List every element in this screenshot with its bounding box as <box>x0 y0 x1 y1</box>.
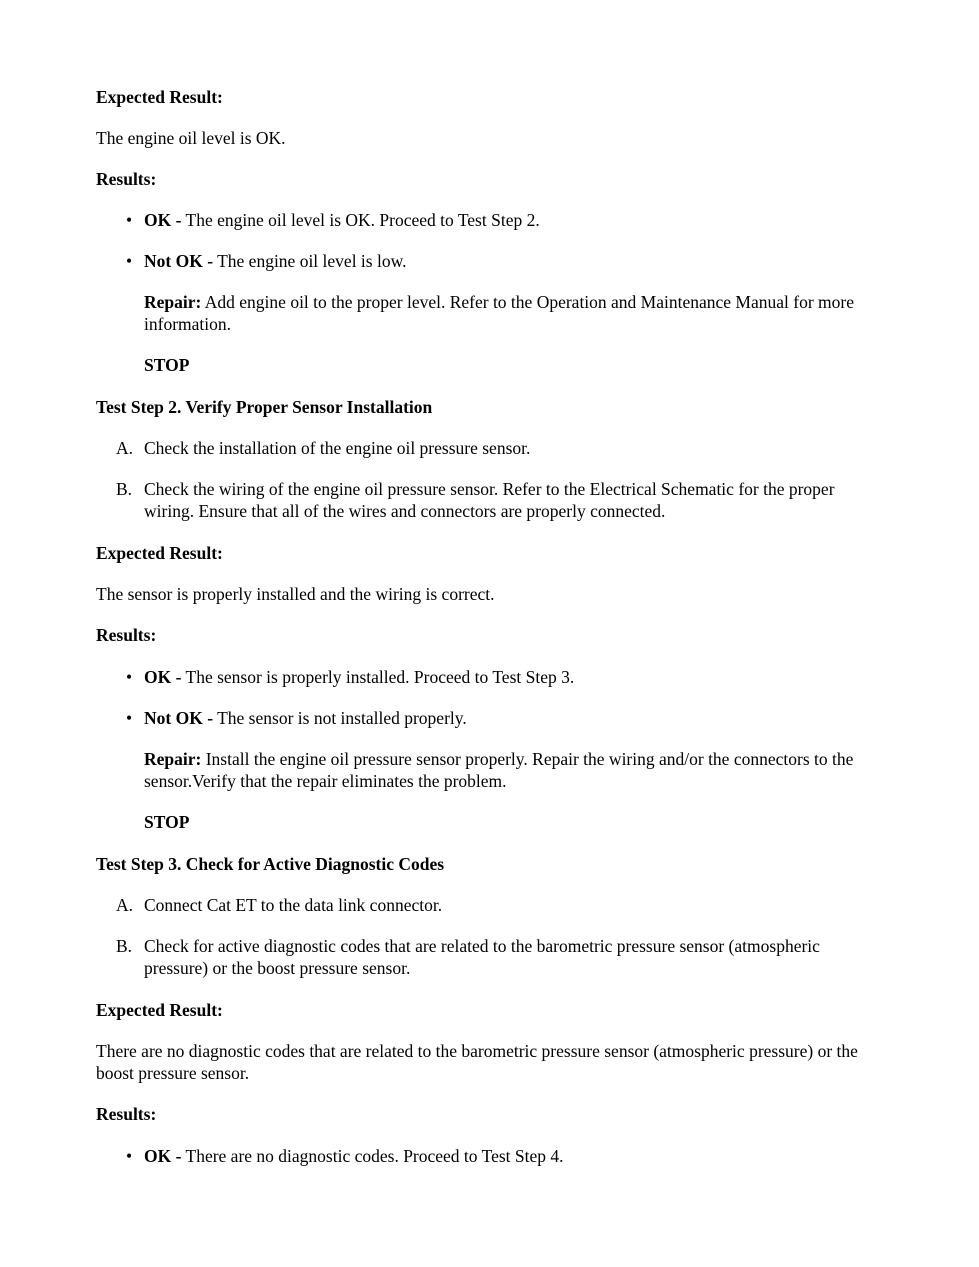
results-heading: Results: <box>96 1104 157 1124</box>
step-text: Check the wiring of the engine oil pressure sensor. Refer to the Electrical Schematic for the proper wiring. Ensure that all of the wires and connectors are properly connected. <box>144 479 835 521</box>
step-2-item-a <box>96 437 886 459</box>
repair-note <box>96 291 886 335</box>
ok-text: The sensor is properly installed. Proceed to Test Step 3. <box>185 667 575 687</box>
not-ok-label: Not OK - <box>144 708 214 728</box>
expected-result-heading: Expected Result: <box>96 543 223 563</box>
bullet-icon: • <box>126 708 133 728</box>
bullet-icon: • <box>126 251 133 271</box>
results-heading: Results: <box>96 625 157 645</box>
expected-result-heading: Expected Result: <box>96 1000 223 1020</box>
results-heading: Results: <box>96 169 157 189</box>
ok-text: The engine oil level is OK. Proceed to Test Step 2. <box>185 210 540 230</box>
stop-label: STOP <box>144 812 190 832</box>
repair-label: Repair: <box>144 749 202 769</box>
expected-result-text: The sensor is properly installed and the wiring is correct. <box>96 584 495 604</box>
repair-note <box>96 748 886 792</box>
step-text: Check for active diagnostic codes that are related to the barometric pressure sensor (atmospheric pressure) or the boost pressure sensor. <box>144 936 820 978</box>
ok-label: OK - <box>144 667 182 687</box>
step-letter: A. <box>116 438 134 458</box>
bullet-icon: • <box>126 210 133 230</box>
step-2-item-b <box>96 478 886 522</box>
expected-result-text: The engine oil level is OK. <box>96 128 286 148</box>
stop-note <box>96 354 886 376</box>
ok-label: OK - <box>144 210 182 230</box>
stop-note <box>96 811 886 833</box>
result-ok-item <box>96 666 886 688</box>
test-step-3-heading: Test Step 3. Check for Active Diagnostic Codes <box>96 854 445 874</box>
bullet-icon: • <box>126 667 133 687</box>
result-ok-item <box>96 209 886 231</box>
result-ok-item <box>96 1145 886 1167</box>
test-step-2-heading: Test Step 2. Verify Proper Sensor Installation <box>96 397 433 417</box>
step-text: Connect Cat ET to the data link connector. <box>144 895 443 915</box>
step-letter: A. <box>116 895 134 915</box>
result-not-ok-item <box>96 707 886 729</box>
stop-label: STOP <box>144 355 190 375</box>
repair-label: Repair: <box>144 292 202 312</box>
ok-text: There are no diagnostic codes. Proceed to Test Step 4. <box>185 1146 564 1166</box>
step-3-item-b <box>96 935 886 979</box>
expected-result-heading: Expected Result: <box>96 87 223 107</box>
result-not-ok-item <box>96 250 886 272</box>
repair-text: Install the engine oil pressure sensor properly. Repair the wiring and/or the connectors to the sensor.Verify that the repair eliminates the problem. <box>144 749 854 791</box>
bullet-icon: • <box>126 1146 133 1166</box>
not-ok-text: The engine oil level is low. <box>217 251 407 271</box>
ok-label: OK - <box>144 1146 182 1166</box>
not-ok-label: Not OK - <box>144 251 214 271</box>
not-ok-text: The sensor is not installed properly. <box>217 708 467 728</box>
step-3-item-a <box>96 894 886 916</box>
step-letter: B. <box>116 936 133 956</box>
repair-text: Add engine oil to the proper level. Refer to the Operation and Maintenance Manual for more information. <box>144 292 854 334</box>
step-letter: B. <box>116 479 133 499</box>
step-text: Check the installation of the engine oil pressure sensor. <box>144 438 531 458</box>
expected-result-text: There are no diagnostic codes that are related to the barometric pressure sensor (atmospheric pressure) or the boost pressure sensor. <box>96 1041 858 1083</box>
